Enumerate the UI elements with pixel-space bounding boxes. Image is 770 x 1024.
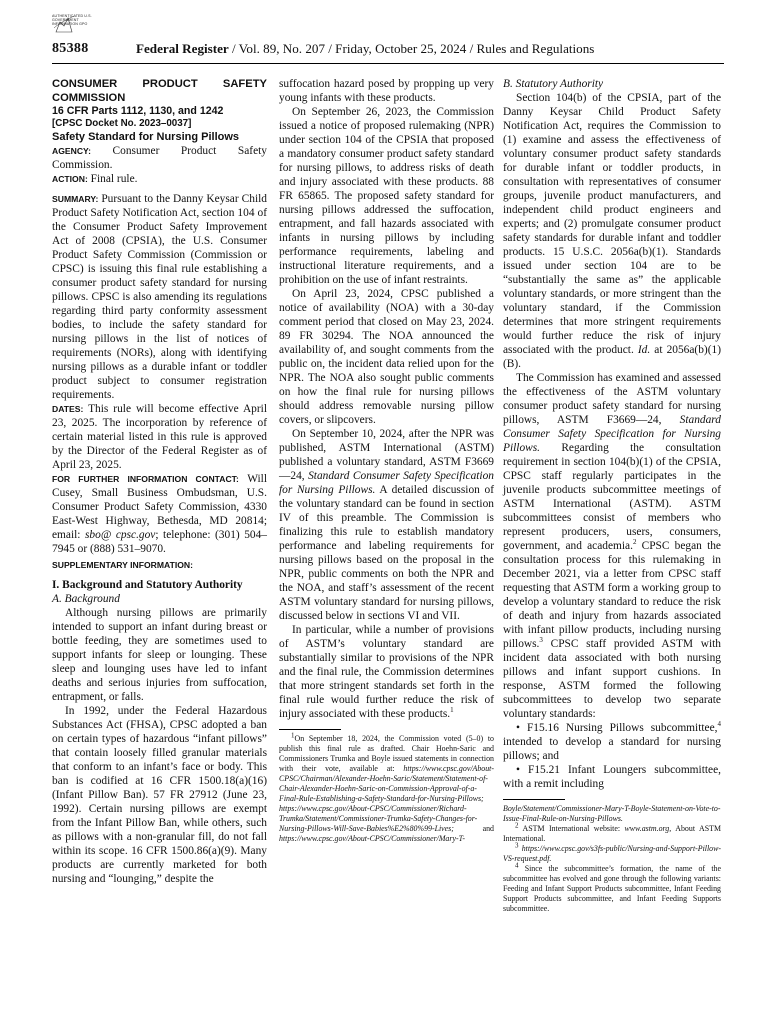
supplementary-label-line [52,558,267,572]
body-text: CPSC staff provided ASTM with incident data associated with both nursing pillows and infant support cushions. In response, ASTM formed the following subcommittees to develop two separate voluntary standards: [503,638,721,720]
footnote-text: ASTM International website: [518,824,625,833]
running-header [136,41,594,57]
body-text: at 2056a(b)(1)(B). [503,344,721,370]
subsection-heading-background: A. Background [52,593,120,605]
subsection-heading-statutory: B. Statutory Authority [503,78,604,90]
footnote-ref[interactable]: 3 [539,636,543,645]
body-paragraph: Although nursing pillows are primarily intended to support an infant during breast or bottle feeding, they are sometimes used to support infants for sleep or lounging. These sleep and lounging uses have led to infant deaths and serious injuries from suffocation, entrapment, or falls. [52,607,267,703]
action-label: ACTION: [52,174,88,184]
summary-paragraph [52,192,267,402]
contact-text: Will Cusey, Small Business Ombudsman, U.S. Consumer Product Safety Commission, 4330 East-West Highway, Bethesda, MD 20814; email: [52,473,267,541]
publication-title: Federal Register [136,41,229,56]
body-paragraph: suffocation hazard posed by propping up very young infants with these products. [279,78,494,104]
seal-caption: AUTHENTICATED U.S. GOVERNMENT INFORMATION GPO [52,14,92,27]
cfr-parts: 16 CFR Parts 1112, 1130, and 1242 [52,105,224,117]
contact-paragraph [52,472,267,556]
footnote-number: 1 [291,731,295,740]
issue-details: / Vol. 89, No. 207 / Friday, October 25, 2024 / Rules and Regulations [228,41,595,56]
footnote-number: 4 [515,861,519,870]
column-3 [503,77,721,914]
dates-text: This rule will become effective April 23, 2025. The incorporation by reference of certain material listed in this rule is approved by the Director of the Federal Register as of April 23, 2025. [52,403,267,471]
footnote-divider [503,799,565,800]
agency-label: AGENCY: [52,146,91,156]
footnote-link[interactable]: https://www.cpsc.gov/About-CPSC/Chairman/Alexander-Hoehn-Saric/Statement/Statement-of-Chair-Alexander-Hoehn-Saric-on-Commission-Approval-of-a-Final-Rule-Establishing-a-Safety-Standard-for-Nursing-Pillows; https://www.cpsc.gov/About-CPSC/Commissioner/Richard-Trumka/Statement/Commissioner-Trumka-Safety-Changes-for-Nursing-Pillows-Will-Save-Babies%E2%80%99-Lives; [279,764,494,833]
body-text: CPSC began the consultation process for this rulemaking in December 2021, via a letter from CPSC staff requesting that ASTM form a working group to develop a voluntary standard to reduce the risk of death and injury from hazards associated with infant pillow products, including nursing pillows. [503,540,721,650]
body-paragraph [503,371,721,721]
column-2 [279,77,494,844]
footnote [503,841,721,864]
body-paragraph [279,623,494,721]
footnote [279,731,494,844]
contact-email-link[interactable]: sbo@ cpsc.gov [85,529,156,541]
list-item-text: • F15.16 Nursing Pillows subcommittee, [516,722,718,734]
footnote-link[interactable]: https://www.cpsc.gov/s3fs-public/Nursing-and-Support-Pillow-VS-request.pdf. [503,844,721,863]
body-text: In particular, while a number of provisions of ASTM’s voluntary standard are substantially similar to provisions of the NPR and the final rule, the Commission determines that more stringent standards set forth in the final rule would further reduce the risk of injury associated with these products. [279,624,494,720]
body-paragraph [503,91,721,371]
rule-title: Safety Standard for Nursing Pillows [52,131,240,143]
body-text: A detailed discussion of the voluntary standard can be found in section IV of this preamble. The Commission is finalizing this rule to establish mandatory performance and labeling requirements for nursing pillows based on the proposal in the NPR, public comments on both the NPR and the NOA, and staff’s assessment of the recent ASTM voluntary standard for nursing pillows, discussed below in sections VI and VII. [279,484,494,622]
citation: Id. [637,344,651,356]
body-paragraph [279,427,494,623]
dates-label: DATES: [52,404,84,414]
header-divider [52,63,724,64]
footnote-ref[interactable]: 1 [450,706,454,715]
body-text: Section 104(b) of the CPSIA, part of the Danny Keysar Child Product Safety Notification Act, requires the Commission to (1) examine and assess the effectiveness of voluntary consumer product safety standards for durable infant or toddler products, in consultation with representatives of consumer groups, juvenile product manufacturers, and independent child product engineers and experts; and (2) promulgate consumer product safety standards for durable infant and toddler products. 15 U.S.C. 2056a(b)(1). Standards issued under section 104 are to be “substantially the same as” the applicable voluntary standards, or more stringent than the voluntary standard, if the Commission determines that more stringent requirements would further reduce the risk of injury associated with the product. [503,92,721,356]
body-text: The Commission has examined and assessed the effectiveness of the ASTM voluntary consumer product safety standard for nursing pillows, ASTM F3669—24, [503,372,721,426]
body-text: On September 10, 2024, after the NPR was published, ASTM International (ASTM) published a voluntary standard, ASTM F3669—24, [279,428,494,482]
dates-paragraph [52,402,267,472]
section-heading: I. Background and Statutory Authority [52,579,243,591]
agency-value: Consumer Product Safety Commission. [52,145,267,171]
contact-label: FOR FURTHER INFORMATION CONTACT: [52,474,239,484]
summary-label: SUMMARY: [52,194,99,204]
footnote-link[interactable]: https://www.cpsc.gov/About-CPSC/Commissioner/Mary-T- [279,834,466,843]
footnote-ref[interactable]: 4 [717,720,721,729]
footnote-text: On September 18, 2024, the Commission voted (5–0) to publish this final rule as drafted. Chair Hoehn-Saric and Commissioners Trumka and Boyle issued statements in connection with their vote, available at: [279,734,494,773]
standard-title: Standard Consumer Safety Specification for Nursing Pillows. [503,414,721,454]
footnote-ref[interactable]: 2 [632,538,637,547]
docket-number: [CPSC Docket No. 2023–0037] [52,118,192,129]
body-text: Regarding the consultation requirement in section 104(b)(1) of the CPSIA, CPSC staff regularly participates in the juvenile products subcommittee meetings of ASTM International (ASTM). ASTM subcommittees consist of members who represent producers, users, consumers, government, and academia. [503,442,721,552]
footnote-link[interactable]: www.astm.org, [624,824,672,833]
footnote-text: About ASTM International. [503,824,721,843]
contact-phone: ; telephone: (301) 504–7945 or (888) 531–9070. [52,529,267,555]
standard-title: Standard Consumer Safety Specification for Nursing Pillows. [279,470,494,496]
supplementary-label: SUPPLEMENTARY INFORMATION: [52,560,193,570]
footnote [503,821,721,844]
summary-text: Pursuant to the Danny Keysar Child Product Safety Notification Act, section 104 of the Consumer Product Safety Improvement Act of 2008 (CPSIA), the U.S. Consumer Product Safety Commission (Commission or CPSC) is issuing this final rule establishing a consumer product safety standard for nursing pillows. CPSC is also amending its regulations regarding third party conformity assessment bodies, to include the safety standard for nursing pillows in the list of notices of requirements (NORs), along with identifying nursing pillows as a durable infant or toddler product subject to consumer registration requirements. [52,193,267,401]
footnote-number: 3 [515,841,519,850]
action-value: Final rule. [87,173,138,185]
action-line [52,172,267,186]
body-paragraph: On September 26, 2023, the Commission issued a notice of proposed rulemaking (NPR) under section 104 of the CPSIA that proposed a mandatory consumer product safety standard for nursing pillows, to address risks of death and injury associated with these products. 88 FR 65865. The proposed safety standard for nursing pillows addressed the suffocation, entrapment, and fall hazards associated with infants in nursing pillows by including performance requirements, labeling and instructional literature requirements, and a prohibition on the use of infant restraints. [279,106,494,286]
agency-line [52,144,267,172]
list-item: • F15.21 Infant Loungers subcommittee, with a remit including [503,764,721,790]
body-paragraph: In 1992, under the Federal Hazardous Substances Act (FHSA), CPSC adopted a ban on certain types of hazardous “infant pillows” that contain loosely filled granular materials that conform to an infant’s face or body. This ban is codified at 16 CFR 1500.18(a)(16) (Infant Pillow Ban). 57 FR 27912 (June 23, 1992). Certain nursing pillows are exempt from the Infant Pillow Ban, while others, such as pillows with a non-granular fill, do not fall within its scope. 16 CFR 1500.86(a)(9). Many products are currently marketed for both nursing and “lounging,” despite the [52,705,267,885]
agency-name: CONSUMER PRODUCT SAFETY COMMISSION [52,78,267,104]
page-number: 85388 [52,41,89,56]
footnote-divider [279,729,341,730]
footnote-link[interactable]: Boyle/Statement/Commissioner-Mary-T-Boyle-Statement-on-Vote-to-Issue-Final-Rule-on-Nursing-Pillows. [503,804,721,823]
footnote-continuation [503,804,721,824]
footnote-number: 2 [515,821,519,830]
list-item-text: intended to develop a standard for nursing pillows; and [503,736,721,762]
column-1 [52,77,267,886]
footnote [503,861,721,914]
footnote-text: and [453,824,494,833]
body-paragraph: On April 23, 2024, CPSC published a notice of availability (NOA) with a 30-day comment period that closed on May 23, 2024. 89 FR 30294. The NOA announced the availability of, and sought comments from the public on, the incident data relied upon for the NPR. The NOA also sought public comments on how the final rule for nursing pillows should address removable nursing pillow covers, or slipcovers. [279,288,494,426]
list-item [503,721,721,763]
footnote-text: Since the subcommittee’s formation, the name of the subcommittee has evolved and gone through the following variants: Feeding and Infant Support Products subcommittee, Infant Feeding Support Products subcommittee, and Infant Feeding Supports subcommittee. [503,864,721,913]
